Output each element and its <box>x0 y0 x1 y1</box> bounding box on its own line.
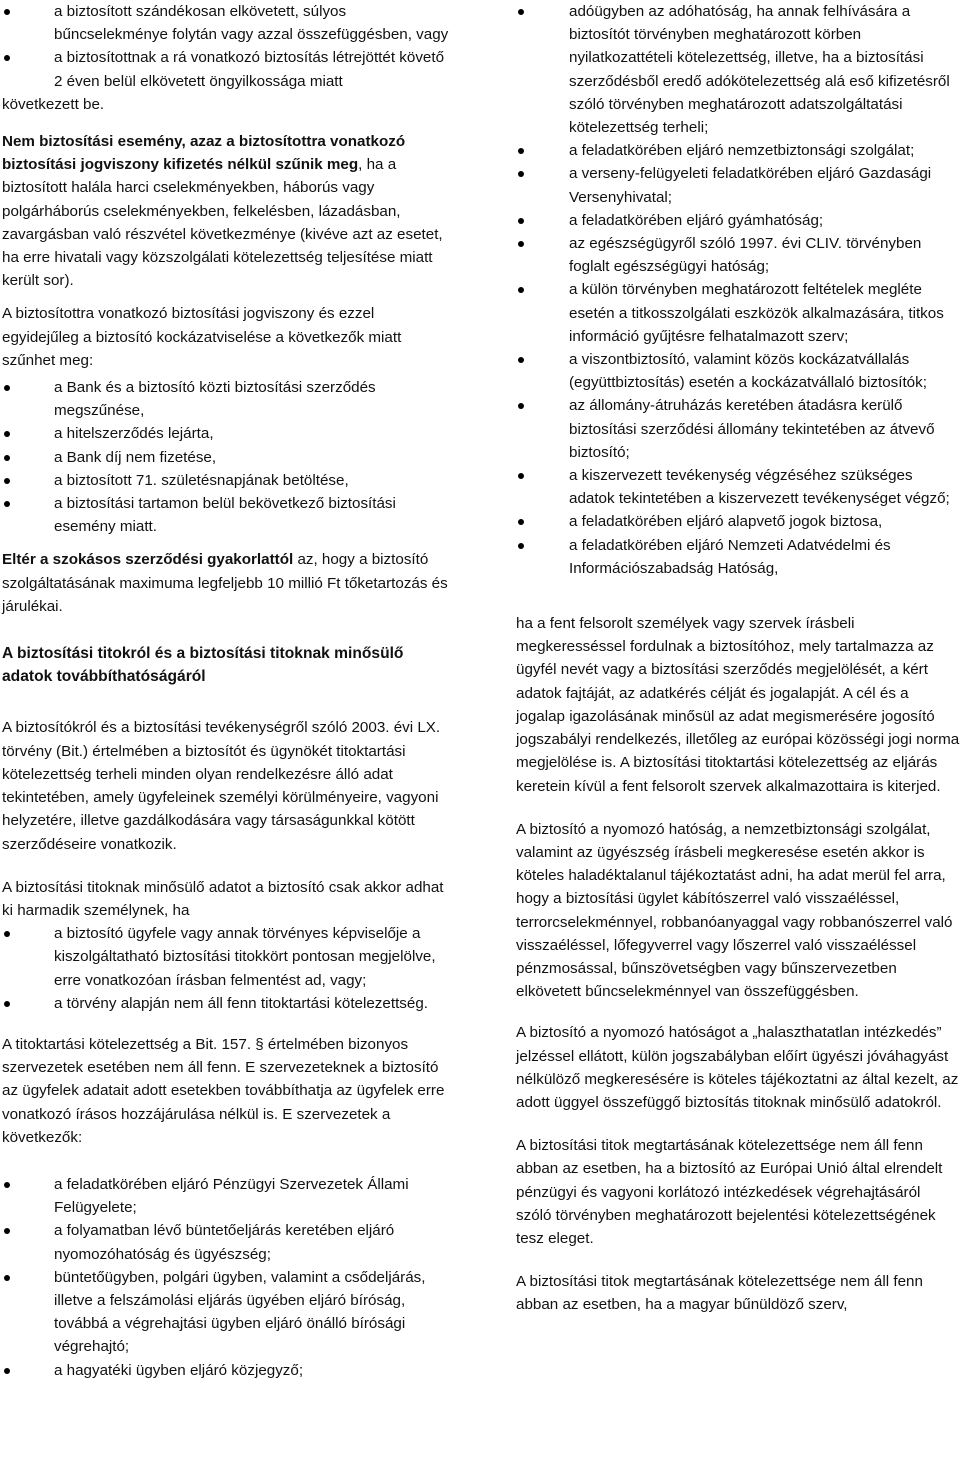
paragraph-deviation <box>2 548 454 618</box>
list-item: a viszontbiztosító, valamint közös kockázatvállalás (együttbiztosítás) esetén a kockázatvállaló biztosítók; <box>516 348 960 394</box>
list-item: az állomány-átruházás keretében átadásra kerülő biztosítási szerződési állomány tekintetében az átvevő biztosító; <box>516 394 960 464</box>
list-conditions <box>2 922 454 1015</box>
list-item: a feladatkörében eljáró gyámhatóság; <box>516 209 960 232</box>
right-column <box>516 0 960 1317</box>
list-item: a hagyatéki ügyben eljáró közjegyző; <box>2 1359 454 1382</box>
list-item: a biztosítottnak a rá vonatkozó biztosítás létrejöttét követő 2 éven belül elkövetett öngyilkossága miatt <box>2 46 454 92</box>
list-item: a feladatkörében eljáró alapvető jogok biztosa, <box>516 510 960 533</box>
list-item: büntetőügyben, polgári ügyben, valamint a csődeljárás, illetve a felszámolási eljárás ügyében eljáró bíróság, továbbá a végrehajtási ügyben eljáró önálló bírósági végrehajtó; <box>2 1266 454 1359</box>
list-item: a hitelszerződés lejárta, <box>2 422 454 445</box>
list-item: a biztosított 71. születésnapjának betöltése, <box>2 469 454 492</box>
list-item: a feladatkörében eljáró nemzetbiztonsági szolgálat; <box>516 139 960 162</box>
list-item: adóügyben az adóhatóság, ha annak felhívására a biztosítót törvényben meghatározott körben nyilatkozattételi kötelezettség, illetve, ha a biztosítási szerződésből eredő adókötelezettség alá eső kifizetésről szóló törvényben meghatározott adatszolgáltatási kötelezettség terheli; <box>516 0 960 139</box>
list-item: a kiszervezett tevékenység végzéséhez szükséges adatok tekintetében a kiszervezett tevékenységet végző; <box>516 464 960 510</box>
list-item: a folyamatban lévő büntetőeljárás keretében eljáró nyomozóhatóság és ügyészség; <box>2 1219 454 1265</box>
list-item: a Bank díj nem fizetése, <box>2 446 454 469</box>
list-item: a feladatkörében eljáró Nemzeti Adatvédelmi és Információszabadság Hatóság, <box>516 534 960 580</box>
list-organizations <box>2 1173 454 1382</box>
list-termination <box>2 376 454 538</box>
emphasis: Eltér a szokásos szerződési gyakorlattól <box>2 551 294 569</box>
emphasis: Nem biztosítási esemény, azaz a biztosítottra vonatkozó biztosítási jogviszony kifizetés nélkül szűnik meg <box>2 133 406 174</box>
paragraph-exclusion <box>2 130 454 292</box>
list-tail: következett be. <box>2 95 105 113</box>
list-item: a verseny-felügyeleti feladatkörében eljáró Gazdasági Versenyhivatal; <box>516 162 960 208</box>
paragraph-third-party: A biztosítási titoknak minősülő adatot a biztosító csak akkor adhat ki harmadik személynek, ha <box>2 878 444 919</box>
section-heading: A biztosítási titokról és a biztosítási titoknak minősülő adatok továbbíthatóságáról <box>2 645 404 686</box>
paragraph-eu: A biztosítási titok megtartásának kötelezettsége nem áll fenn abban az esetben, ha a biztosító az Európai Unió által elrendelt pénzügyi és vagyoni korlátozó intézkedések végrehajtásáról szóló törvényben meghatározott bejelentési kötelezettségének tesz eleget. <box>516 1137 943 1247</box>
list-item: az egészségügyről szóló 1997. évi CLIV. törvényben foglalt egészségügyi hatóság; <box>516 232 960 278</box>
paragraph-law: A biztosítókról és a biztosítási tevékenységről szóló 2003. évi LX. törvény (Bit.) értelmében a biztosítót és ügynökét titoktartási kötelezettség terheli minden olyan rendelkezésre álló adat tekintetében, amely ügyfeleinek személyi körülményeire, vagyoni helyzetére, illetve gazdálkodására vagy társaságunkkal kötött szerződéseire vonatkozik. <box>2 719 441 853</box>
paragraph-urgent: A biztosító a nyomozó hatóságot a „halaszthatatlan intézkedés” jelzéssel ellátott, külön jogszabályban előírt ügyészi jóváhagyást nélkülöző megkeresésére is köteles tájékoztatni az által kezelt, az adott üggyel összefüggő biztosítás titoknak minősülő adatokról. <box>516 1024 959 1111</box>
list-item: a biztosító ügyfele vagy annak törvényes képviselője a kiszolgáltatható biztosítási titokkört pontosan megjelölve, erre vonatkozóan írásban felmentést ad, vagy; <box>2 922 454 992</box>
paragraph-investigation: A biztosító a nyomozó hatóság, a nemzetbiztonsági szolgálat, valamint az ügyészség írásbeli megkeresése esetén akkor is köteles haladéktalanul tájékoztatást adni, ha adat merül fel arra, hogy a biztosítási ügylet kábítószerrel való visszaéléssel, terrorcselekménnyel, robbanóanyaggal vagy robbanószerrel való visszaéléssel, lőfegyverrel vagy lőszerrel való visszaéléssel pénzmosással, bűnszövetségben vagy bűnszervezetben elkövetett bűncselekménnyel van összefüggésben. <box>516 820 953 1001</box>
list-item: a Bank és a biztosító közti biztosítási szerződés megszűnése, <box>2 376 454 422</box>
list-item: a törvény alapján nem áll fenn titoktartási kötelezettség. <box>2 992 454 1015</box>
list-item: a biztosított szándékosan elkövetett, súlyos bűncselekménye folytán vagy azzal összefüggésben, vagy <box>2 0 454 46</box>
paragraph-termination: A biztosítottra vonatkozó biztosítási jogviszony és ezzel egyidejűleg a biztosító kockázatviselése a következők miatt szűnhet meg: <box>2 305 402 369</box>
paragraph-text: az, hogy a biztosító szolgáltatásának maximuma legfeljebb 10 millió Ft tőketartozás és járulékai. <box>2 551 448 615</box>
paragraph-confidentiality: A titoktartási kötelezettség a Bit. 157. § értelmében bizonyos szervezetek esetében nem áll fenn. E szervezeteknek a biztosító az ügyfelek adatait adott esetekben továbbíthatja az ügyfelek erre vonatkozó írásos hozzájárulása nélkül is. E szervezetek a következők: <box>2 1035 445 1146</box>
list-exclusions <box>2 0 454 93</box>
list-item: a biztosítási tartamon belül bekövetkező biztosítási esemény miatt. <box>2 492 454 538</box>
list-organizations-continued <box>516 0 960 580</box>
left-column <box>2 0 454 1382</box>
list-item: a feladatkörében eljáró Pénzügyi Szervezetek Állami Felügyelete; <box>2 1173 454 1219</box>
paragraph-hu: A biztosítási titok megtartásának kötelezettsége nem áll fenn abban az esetben, ha a magyar bűnüldöző szerv, <box>516 1273 923 1314</box>
paragraph-text: , ha a biztosított halála harci cselekményekben, háborús vagy polgárháborús cselekményekben, felkelésben, lázadásban, zavargásban való részvétel következménye (kivéve azt az esetet, ha erre hivatali vagy közszolgálati kötelezettség teljesítése miatt került sor). <box>2 156 443 290</box>
list-item: a külön törvényben meghatározott feltételek megléte esetén a titkosszolgálati eszközök alkalmazására, titkos információ gyűjtésre felhatalmazott szerv; <box>516 278 960 348</box>
paragraph-request: ha a fent felsorolt személyek vagy szervek írásbeli megkeresséssel fordulnak a biztosítóhoz, mely tartalmazza az ügyfél nevét vagy a biztosítási szerződés megjelölését, a kért adatok fajtáját, az adatkérés célját és jogalapját. A cél és a jogalap igazolásának minősül az adat megismerésére jogosító jogszabályi rendelkezés, illetőleg az európai közösségi jogi norma megjelölése is. A biztosítási titoktartási kötelezettség az eljárás keretein kívül a fent felsorolt szervek alkalmazottaira is kiterjed. <box>516 615 960 795</box>
